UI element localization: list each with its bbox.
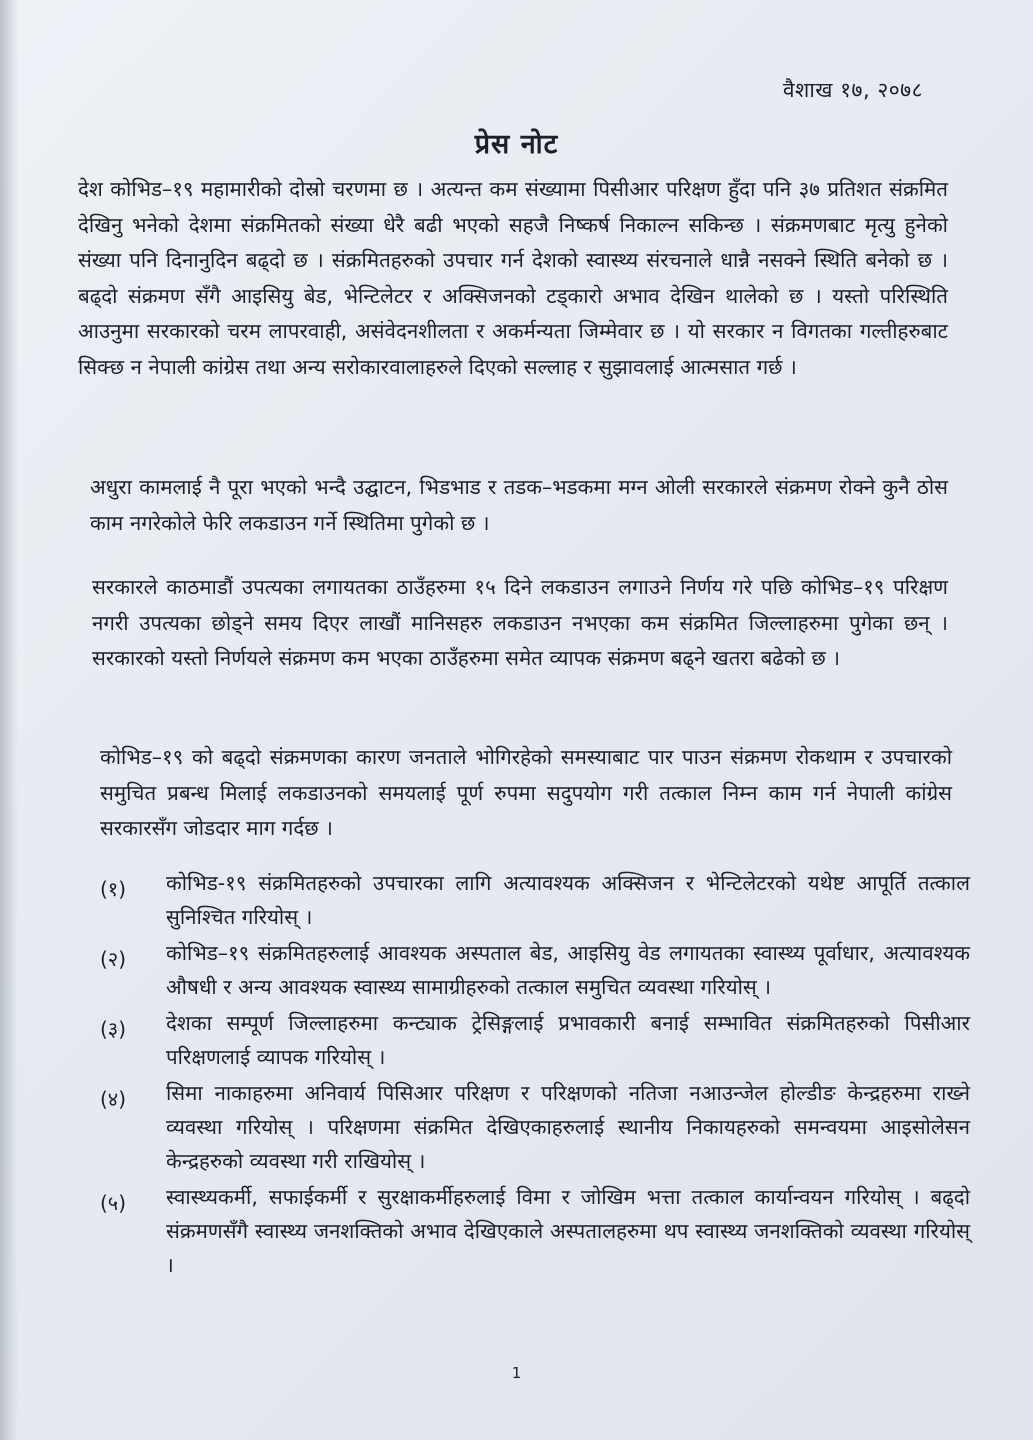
demands-list	[100, 866, 970, 1284]
demand-number: (१)	[100, 877, 127, 901]
demand-item	[100, 1076, 970, 1178]
demand-item	[100, 1006, 970, 1074]
page-edge-shadow	[0, 0, 18, 1440]
document-date: वैशाख १७, २०७८	[782, 78, 923, 102]
paragraph-lockdown-decision: सरकारले काठमाडौं उपत्यका लगायतका ठाउँहरुमा १५ दिने लकडाउन लगाउने निर्णय गरे पछि कोभिड–१९ परिक्षण नगरी उपत्यका छोड्ने समय दिएर लाखौं मानिसहरु लकडाउन नभएका कम संक्रमित जिल्लाहरुमा पुगेका छन् । सरकारको यस्तो निर्णयले संक्रमण कम भएका ठाउँहरुमा समेत व्यापक संक्रमण बढ्ने खतरा बढेको छ ।	[92, 575, 948, 670]
paragraph-situation: देश कोभिड–१९ महामारीको दोस्रो चरणमा छ । अत्यन्त कम संख्यामा पिसीआर परिक्षण हुँदा पनि ३७ प्रतिशत संक्रमित देखिनु भनेको देशमा संक्रमितको संख्या धेरै बढी भएको सहजै निष्कर्ष निकाल्न सकिन्छ । संक्रमणबाट मृत्यु हुनेको संख्या पनि दिनानुदिन बढ्दो छ । संक्रमितहरुको उपचार गर्न देशको स्वास्थ्य संरचनाले धान्नै नसक्ने स्थिति बनेको छ । बढ्दो संक्रमण सँगै आइसियु बेड, भेन्टिलेटर र अक्सिजनको टड्कारो अभाव देखिन थालेको छ । यस्तो परिस्थिति आउनुमा सरकारको चरम लापरवाही, असंवेदनशीलता र अकर्मन्यता जिम्मेवार छ । यो सरकार न विगतका गल्तीहरुबाट सिक्छ न नेपाली कांग्रेस तथा अन्य सरोकारवालाहरुले दिएको सल्लाह र सुझावलाई आत्मसात गर्छ ।	[78, 177, 948, 379]
demand-text: स्वास्थ्यकर्मी, सफाईकर्मी र सुरक्षाकर्मीहरुलाई विमा र जोखिम भत्ता तत्काल कार्यान्वयन गरियोस् । बढ्दो संक्रमणसँगै स्वास्थ्य जनशक्तिको अभाव देखिएकाले अस्पतालहरुमा थप स्वास्थ्य जनशक्तिको व्यवस्था गरियोस् ।	[166, 1185, 970, 1277]
paragraph-demand-intro: कोभिड–१९ को बढ्दो संक्रमणका कारण जनताले भोगिरहेको समस्याबाट पार पाउन संक्रमण रोकथाम र उपचारको समुचित प्रबन्ध मिलाई लकडाउनको समयलाई पूर्ण रुपमा सदुपयोग गरी तत्काल निम्न काम गर्न नेपाली कांग्रेस सरकारसँग जोडदार माग गर्दछ ।	[100, 745, 952, 840]
demand-text: कोभिड-१९ संक्रमितहरुको उपचारका लागि अत्यावश्यक अक्सिजन र भेन्टिलेटरको यथेष्ट आपूर्ति तत्काल सुनिश्चित गरियोस् ।	[166, 871, 970, 929]
demand-item	[100, 1180, 970, 1282]
demand-number: (४)	[100, 1087, 127, 1111]
demand-number: (२)	[100, 947, 127, 971]
demand-number: (३)	[100, 1017, 127, 1041]
demand-item	[100, 936, 970, 1004]
demand-text: कोभिड–१९ संक्रमितहरुलाई आवश्यक अस्पताल बेड, आइसियु वेड लगायतका स्वास्थ्य पूर्वाधार, अत्यावश्यक औषधी र अन्य आवश्यक स्वास्थ्य सामाग्रीहरुको तत्काल समुचित व्यवस्था गरियोस् ।	[166, 941, 970, 999]
demand-item	[100, 866, 970, 934]
page-number: 1	[511, 1364, 522, 1382]
paragraph-government-failure: अधुरा कामलाई नै पूरा भएको भन्दै उद्घाटन, भिडभाड र तडक–भडकमा मग्न ओली सरकारले संक्रमण रोक्ने कुनै ठोस काम नगरेकोले फेरि लकडाउन गर्ने स्थितिमा पुगेको छ ।	[90, 475, 948, 535]
document-title: प्रेस नोट	[474, 129, 559, 160]
demand-text: सिमा नाकाहरुमा अनिवार्य पिसिआर परिक्षण र परिक्षणको नतिजा नआउन्जेल होल्डीङ केन्द्रहरुमा राख्ने व्यवस्था गरियोस् । परिक्षणमा संक्रमित देखिएकाहरुलाई स्थानीय निकायहरुको समन्वयमा आइसोलेसन केन्द्रहरुको व्यवस्था गरी राखियोस् ।	[166, 1081, 970, 1173]
demand-number: (५)	[100, 1191, 127, 1215]
demand-text: देशका सम्पूर्ण जिल्लाहरुमा कन्ट्याक ट्रेसिङ्गलाई प्रभावकारी बनाई सम्भावित संक्रमितहरुको पिसीआर परिक्षणलाई व्यापक गरियोस् ।	[166, 1011, 970, 1069]
